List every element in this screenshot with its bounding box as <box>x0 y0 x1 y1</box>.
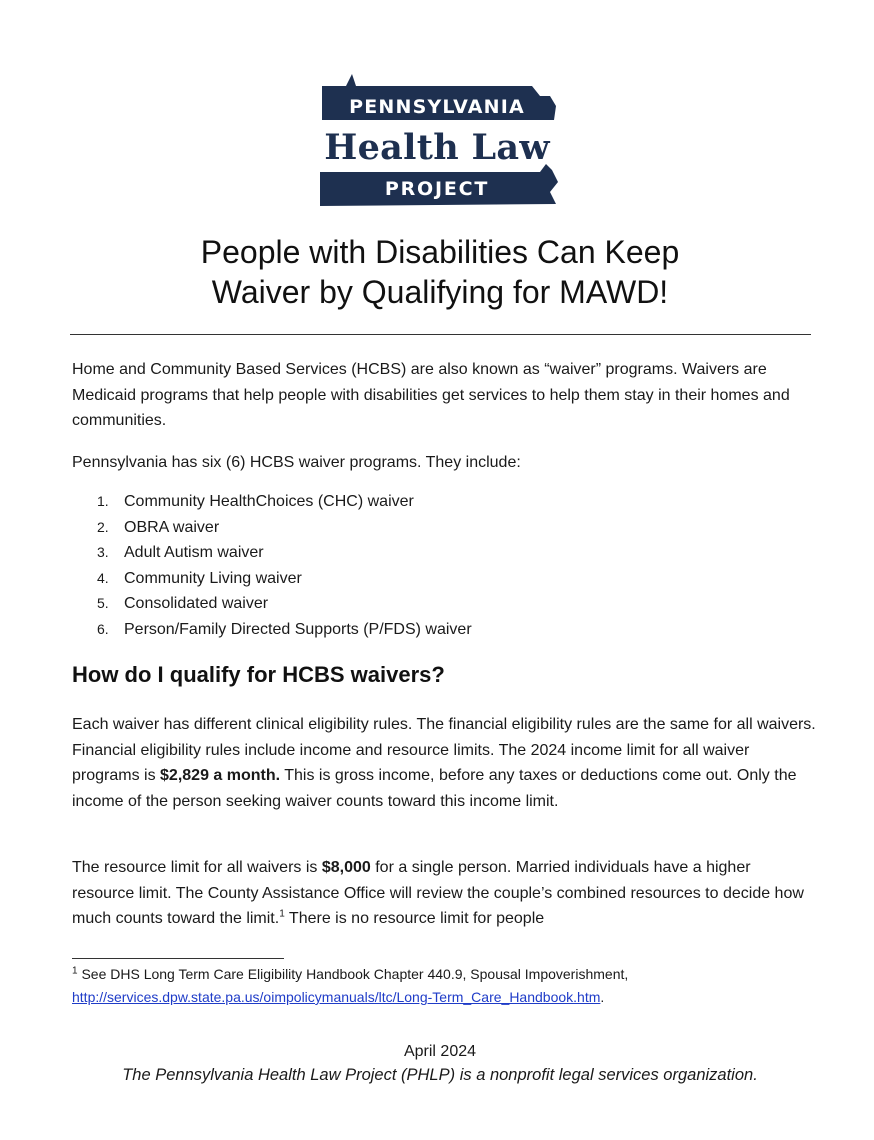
list-item <box>72 566 472 592</box>
logo-line-health-law: Health Law <box>324 127 550 168</box>
qualify-paragraph-resource <box>72 855 817 932</box>
footnote <box>72 963 812 1009</box>
waiver-list <box>72 489 472 643</box>
income-text-start: Each waiver has different clinical eligibility rules. The financial eligibility rules are the same for all waivers. Financial eligibility rules include income and resource limits. The 2024 income limit for all waiver programs is <box>72 716 816 784</box>
list-text: Consolidated waiver <box>124 595 269 613</box>
list-text: Person/Family Directed Supports (P/FDS) waiver <box>124 620 472 638</box>
income-limit-amount: $2,829 a month. <box>160 767 281 784</box>
list-item <box>72 515 472 541</box>
page-title <box>60 232 820 312</box>
resource-limit-amount: $8,000 <box>321 859 371 876</box>
title-divider <box>70 334 811 335</box>
resource-text-middle: for a single person. Married individuals have a higher resource limit. The County Assistance Office will review the couple’s combined resources to decide how much counts toward the limit. <box>72 859 804 927</box>
phlp-logo <box>318 72 562 210</box>
section-heading-qualify: How do I qualify for HCBS waivers? <box>72 662 445 687</box>
intro-paragraph-1: Home and Community Based Services (HCBS) are also known as “waiver” programs. Waivers are Medicaid programs that help people with disabilities get services to help them stay in their homes and communities. <box>72 361 790 429</box>
list-number: 3. <box>97 544 109 561</box>
footnote-trail: . <box>600 989 605 1005</box>
title-line-2: Waiver by Qualifying for MAWD! <box>211 274 669 310</box>
title-line-1: People with Disabilities Can Keep <box>200 234 680 270</box>
resource-text-start: The resource limit for all waivers is <box>72 859 322 876</box>
income-text-end: This is gross income, before any taxes or deductions come out. Only the income of the person seeking waiver counts toward this income limit. <box>72 767 797 810</box>
list-number: 4. <box>97 569 109 586</box>
handbook-link[interactable]: http://services.dpw.state.pa.us/oimpolicymanuals/ltc/Long-Term_Care_Handbook.htm <box>72 989 601 1005</box>
list-item <box>72 540 472 566</box>
list-text: Community HealthChoices (CHC) waiver <box>124 493 414 510</box>
list-number: 2. <box>97 518 109 535</box>
list-item <box>72 617 472 643</box>
footnote-divider <box>72 958 284 959</box>
qualify-paragraph-income <box>72 712 817 814</box>
logo-line-pennsylvania: PENNSYLVANIA <box>349 96 525 118</box>
footnote-reference[interactable]: 1 <box>279 908 285 920</box>
list-item <box>72 591 472 617</box>
list-text: OBRA waiver <box>124 518 220 536</box>
list-number: 6. <box>97 620 109 637</box>
footnote-marker: 1 <box>72 965 78 977</box>
resource-text-end: There is no resource limit for people <box>284 910 545 927</box>
list-number: 1. <box>97 493 109 509</box>
list-text: Community Living waiver <box>124 569 302 587</box>
footer-organization: The Pennsylvania Health Law Project (PHLP) is a nonprofit legal services organization. <box>122 1066 758 1084</box>
list-number: 5. <box>97 595 109 612</box>
list-text: Adult Autism waiver <box>124 544 264 562</box>
footnote-text: See DHS Long Term Care Eligibility Handbook Chapter 440.9, Spousal Impoverishment, <box>77 966 629 982</box>
list-item <box>72 489 472 515</box>
intro-paragraph-2: Pennsylvania has six (6) HCBS waiver programs. They include: <box>72 454 521 471</box>
logo-line-project: PROJECT <box>384 178 490 200</box>
footer-date: April 2024 <box>403 1043 477 1060</box>
